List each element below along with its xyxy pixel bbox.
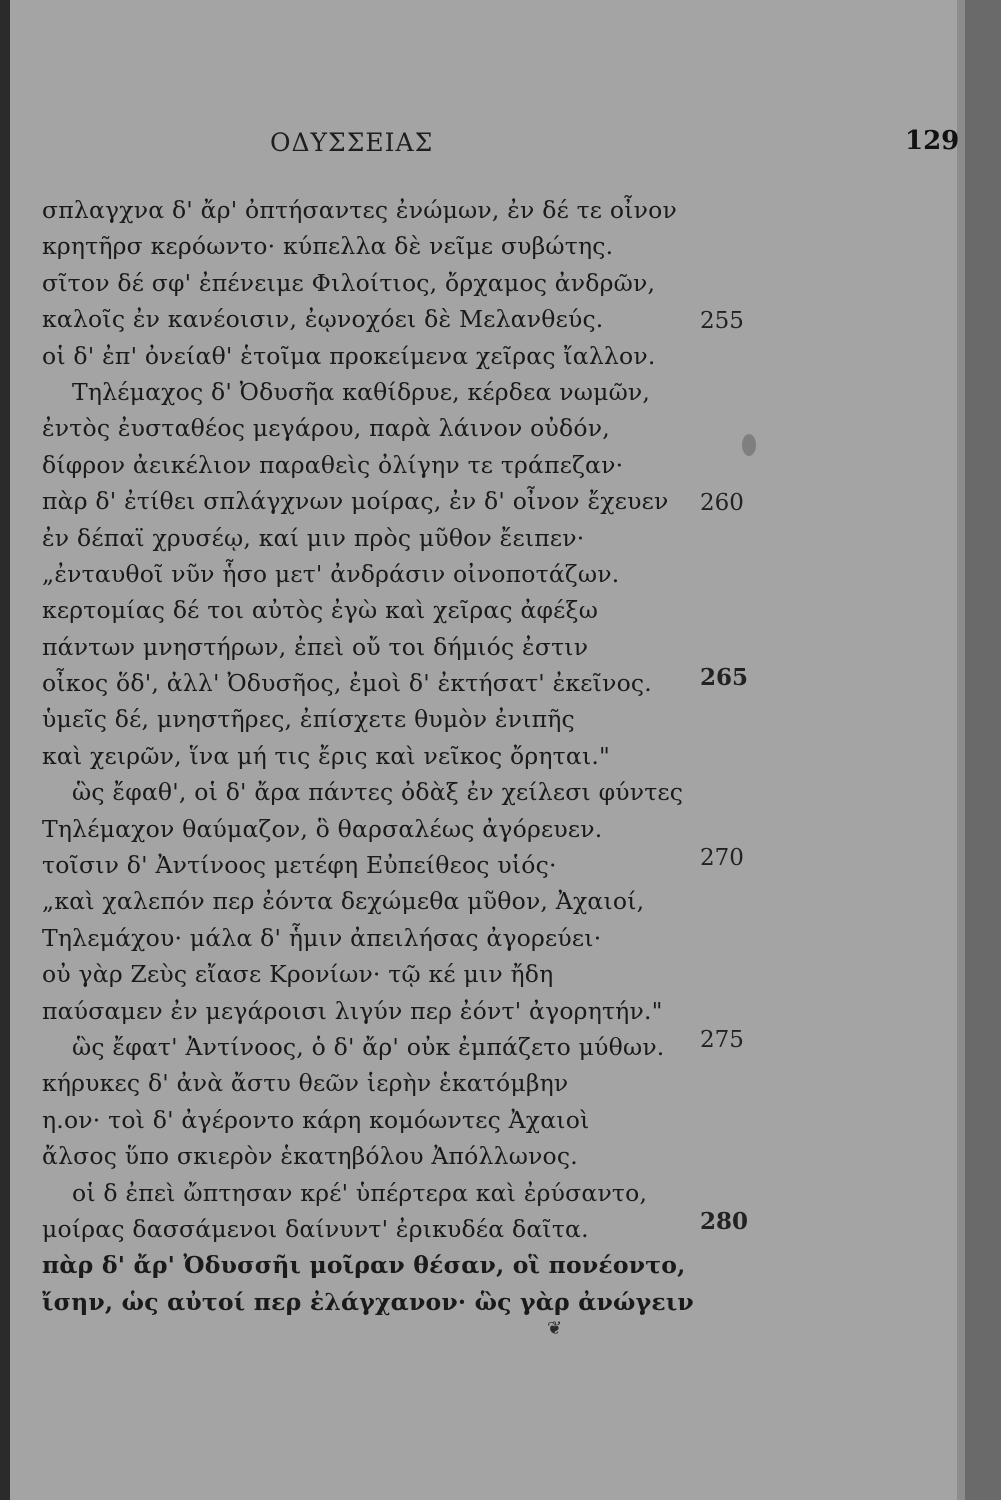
verse-line: σῖτον δέ σφ' ἐπένειμε Φιλοίτιος, ὄρχαμος ἀνδρῶν, xyxy=(42,268,656,297)
verse-number-260: 260 xyxy=(700,490,744,516)
verse-line: ὣς ἔφαθ', οἱ δ' ἄρα πάντες ὀδὰξ ἐν χείλεσι φύντες xyxy=(72,778,684,807)
verse-line: πάντων μνηστήρων, ἐπεὶ οὔ τοι δήμιός ἐστιν xyxy=(42,632,589,661)
verse-line: κερτομίας δέ τοι αὐτὸς ἐγὼ καὶ χεῖρας ἀφέξω xyxy=(42,596,599,625)
verse-line: οἱ δ' ἐπ' ὀνείαθ' ἑτοῖμα προκείμενα χεῖρας ἴαλλον. xyxy=(42,341,656,370)
verse-number-255: 255 xyxy=(700,308,744,334)
verse-line: Τηλεμάχου· μάλα δ' ἧμιν ἀπειλήσας ἀγορεύει· xyxy=(42,923,602,952)
page-number: 129 xyxy=(905,126,960,156)
running-header-title: ΟΔΥΣΣΕΙΑΣ xyxy=(270,128,434,157)
verse-line: παύσαμεν ἐν μεγάροισι λιγύν περ ἐόντ' ἀγορητήν." xyxy=(42,996,663,1025)
verse-line: καλοῖς ἐν κανέοισιν, ἐῳνοχόει δὲ Μελανθεύς. xyxy=(42,305,604,334)
page-fold-shadow xyxy=(957,0,965,1500)
verse-line: ἐντὸς ἐυσταθέος μεγάρου, παρὰ λάινον οὐδόν, xyxy=(42,414,610,443)
verse-line: οἱ δ ἐπεὶ ὤπτησαν κρέ' ὑπέρτερα καὶ ἐρύσαντο, xyxy=(72,1178,648,1207)
verse-line: κρητῆρσ κερόωντο· κύπελλα δὲ νεῖμε συβώτης. xyxy=(42,232,614,261)
page-right-edge xyxy=(965,0,1001,1500)
verse-line: „καὶ χαλεπόν περ ἐόντα δεχώμεθα μῦθον, Ἀχαιοί, xyxy=(42,887,645,916)
page-left-edge xyxy=(0,0,10,1500)
verse-line: κήρυκες δ' ἀνὰ ἄστυ θεῶν ἱερὴν ἑκατόμβην xyxy=(42,1069,569,1098)
verse-line: μοίρας δασσάμενοι δαίνυντ' ἐρικυδέα δαῖτα. xyxy=(42,1214,589,1243)
verse-line: Τηλέμαχος δ' Ὀδυσῆα καθίδρυε, κέρδεα νωμῶν, xyxy=(72,377,651,406)
verse-number-275: 275 xyxy=(700,1027,744,1053)
verse-line: Τηλέμαχον θαύμαζον, ὃ θαρσαλέως ἀγόρευεν. xyxy=(42,814,603,843)
verse-number-280: 280 xyxy=(700,1208,749,1235)
verse-line: σπλαγχνα δ' ἄρ' ὀπτήσαντες ἐνώμων, ἐν δέ τε οἶνον xyxy=(42,196,677,224)
verse-line: πὰρ δ' ἄρ' Ὀδυσσῆι μοῖραν θέσαν, οἳ πονέοντο, xyxy=(42,1251,686,1280)
verse-number-270: 270 xyxy=(700,845,744,871)
verse-line: τοῖσιν δ' Ἀντίνοος μετέφη Εὐπείθεος υἱός· xyxy=(42,851,557,880)
verse-line: οὐ γὰρ Ζεὺς εἴασε Κρονίων· τῷ κέ μιν ἤδη xyxy=(42,960,554,989)
verse-line: ἴσην, ὡς αὐτοί περ ἐλάγχανον· ὣς γὰρ ἀνώγειν xyxy=(42,1287,694,1316)
verse-line: η.ον· τοὶ δ' ἀγέροντο κάρη κομόωντες Ἀχαιοὶ xyxy=(42,1105,590,1134)
verse-line: δίφρον ἀεικέλιον παραθεὶς ὀλίγην τε τράπεζαν· xyxy=(42,450,624,479)
verse-line: „ἐνταυθοῖ νῦν ἧσο μετ' ἀνδράσιν οἰνοποτάζων. xyxy=(42,559,620,588)
verse-line: καὶ χειρῶν, ἵνα μή τις ἔρις καὶ νεῖκος ὄρηται." xyxy=(42,741,611,770)
verse-line: ἐν δέπαϊ χρυσέῳ, καί μιν πρὸς μῦθον ἔειπεν· xyxy=(42,523,585,552)
ink-spot xyxy=(742,434,756,456)
verse-line: πὰρ δ' ἐτίθει σπλάγχνων μοίρας, ἐν δ' οἶνον ἔχευεν xyxy=(42,487,669,516)
verse-text-block xyxy=(42,192,742,1320)
verse-line: ἄλσος ὕπο σκιερὸν ἑκατηβόλου Ἀπόλλωνος. xyxy=(42,1142,578,1171)
verse-number-265: 265 xyxy=(700,664,749,691)
verse-line: ὑμεῖς δέ, μνηστῆρες, ἐπίσχετε θυμὸν ἐνιπῆς xyxy=(42,705,575,734)
verse-line: ὣς ἔφατ' Ἀντίνοος, ὁ δ' ἄρ' οὐκ ἐμπάζετο μύθων. xyxy=(72,1032,665,1061)
ornament-mark: ❦ xyxy=(547,1318,563,1339)
verse-line: οἶκος ὅδ', ἀλλ' Ὀδυσῆος, ἐμοὶ δ' ἐκτήσατ' ἐκεῖνος. xyxy=(42,669,652,698)
